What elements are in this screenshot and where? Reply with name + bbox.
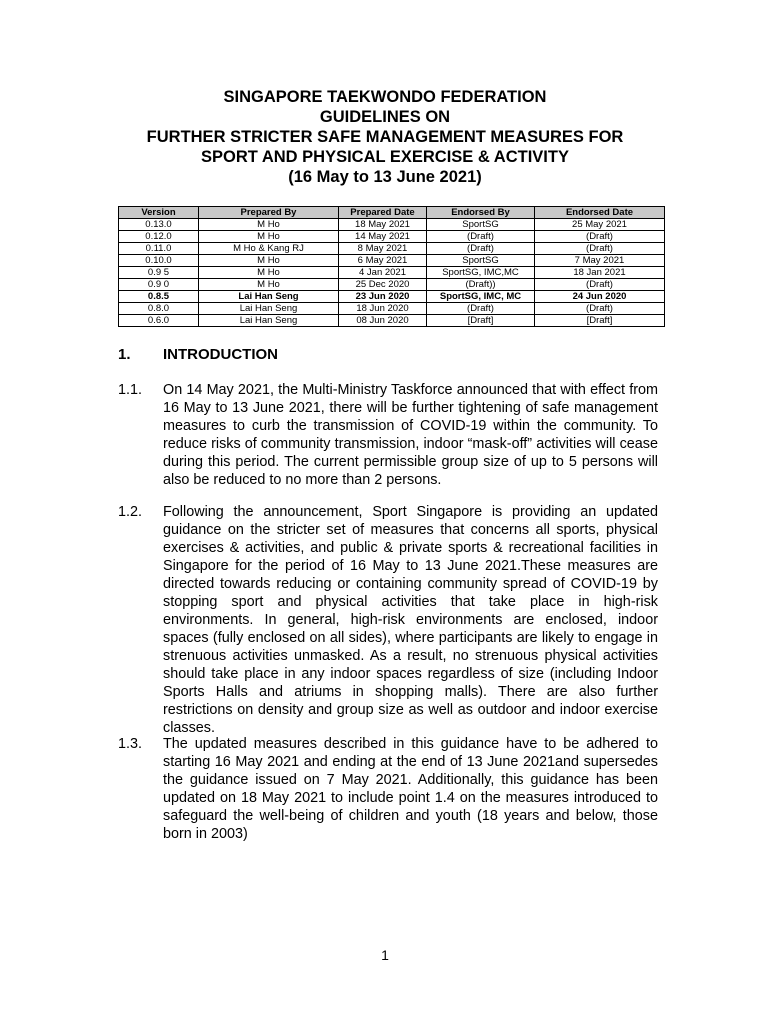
header-endorsed-date: Endorsed Date (535, 207, 665, 219)
title-line-5: (16 May to 13 June 2021) (288, 168, 482, 186)
cell-endorsed-date: 24 Jun 2020 (535, 291, 665, 303)
table-row (119, 243, 665, 255)
table-row (119, 315, 665, 327)
header-version: Version (119, 207, 199, 219)
cell-version: 0.6.0 (119, 315, 199, 327)
cell-endorsed-by: SportSG (427, 255, 535, 267)
paragraph-number: 1.3. (118, 736, 143, 752)
paragraph-text: On 14 May 2021, the Multi-Ministry Taskforce announced that with effect from 16 May to 13 June 2021, there will be further tightening of safe management measures to curb the transmission of COVID-19 within the community. To reduce risks of community transmission, indoor “mask-off” activities will cease during this period. The current permissible group size of up to 5 persons will also be reduced to no more than 2 persons. (163, 382, 658, 488)
cell-prepared-date: 4 Jan 2021 (339, 267, 427, 279)
cell-prepared-date: 6 May 2021 (339, 255, 427, 267)
table-row (119, 303, 665, 315)
cell-prepared-date: 18 Jun 2020 (339, 303, 427, 315)
table-header-row (119, 207, 665, 219)
cell-version: 0.10.0 (119, 255, 199, 267)
cell-prepared-date: 14 May 2021 (339, 231, 427, 243)
title-line-3: FURTHER STRICTER SAFE MANAGEMENT MEASURES FOR (146, 128, 624, 146)
section-title: INTRODUCTION (163, 346, 278, 363)
cell-prepared-date: 18 May 2021 (339, 219, 427, 231)
title-line-4: SPORT AND PHYSICAL EXERCISE & ACTIVITY (201, 148, 569, 166)
cell-prepared-by: M Ho (199, 267, 339, 279)
cell-endorsed-date: (Draft) (535, 303, 665, 315)
cell-version: 0.8.5 (119, 291, 199, 303)
cell-prepared-by: Lai Han Seng (199, 303, 339, 315)
cell-endorsed-by: [Draft] (427, 315, 535, 327)
cell-prepared-by: Lai Han Seng (199, 291, 339, 303)
title-line-2: GUIDELINES ON (319, 108, 451, 126)
section-number: 1. (118, 346, 131, 363)
cell-endorsed-date: 18 Jan 2021 (535, 267, 665, 279)
cell-version: 0.8.0 (119, 303, 199, 315)
table-row (119, 291, 665, 303)
header-prepared-date: Prepared Date (339, 207, 427, 219)
cell-endorsed-by: (Draft)) (427, 279, 535, 291)
table-row (119, 255, 665, 267)
cell-endorsed-date: 25 May 2021 (535, 219, 665, 231)
cell-version: 0.12.0 (119, 231, 199, 243)
cell-prepared-date: 8 May 2021 (339, 243, 427, 255)
paragraph-number: 1.1. (118, 382, 143, 398)
cell-endorsed-by: (Draft) (427, 231, 535, 243)
table-row (119, 231, 665, 243)
cell-prepared-date: 23 Jun 2020 (339, 291, 427, 303)
paragraph-text: Following the announcement, Sport Singapore is providing an updated guidance on the stricter set of measures that concerns all sports, physical exercises & activities, and public & private sports & recreational facilities in Singapore for the period of 16 May to 13 June 2021.These measures are directed towards reducing or containing community spread of COVID-19 by stopping sport and physical activities that take place in high-risk environments. In general, high-risk environments are enclosed, indoor spaces (fully enclosed on all sides), where participants are likely to engage in strenuous activities unmasked. As a result, no strenuous physical activities should take place in any indoor spaces regardless of size (including Indoor Sports Halls and atriums in shopping malls). There are also further restrictions on density and group size as well as outdoor and indoor exercise classes. (163, 504, 658, 736)
cell-endorsed-date: (Draft) (535, 231, 665, 243)
cell-endorsed-by: (Draft) (427, 243, 535, 255)
cell-version: 0.13.0 (119, 219, 199, 231)
cell-version: 0.9 5 (119, 267, 199, 279)
paragraph-text: The updated measures described in this guidance have to be adhered to starting 16 May 2021 and ending at the end of 13 June 2021and supersedes the guidance issued on 7 May 2021. Additionally, this guidance has been updated on 18 May 2021 to include point 1.4 on the measures introduced to safeguard the well-being of children and youth (18 years and below, those born in 2003) (163, 736, 658, 842)
cell-prepared-by: M Ho (199, 231, 339, 243)
cell-prepared-by: Lai Han Seng (199, 315, 339, 327)
cell-endorsed-by: SportSG (427, 219, 535, 231)
cell-version: 0.11.0 (119, 243, 199, 255)
cell-prepared-by: M Ho & Kang RJ (199, 243, 339, 255)
cell-endorsed-date: 7 May 2021 (535, 255, 665, 267)
table-row (119, 219, 665, 231)
cell-endorsed-by: SportSG, IMC,MC (427, 267, 535, 279)
table-row (119, 279, 665, 291)
paragraph-number: 1.2. (118, 504, 143, 520)
version-history-table (118, 206, 665, 327)
page-number: 1 (381, 947, 389, 963)
cell-prepared-date: 08 Jun 2020 (339, 315, 427, 327)
cell-prepared-by: M Ho (199, 255, 339, 267)
cell-prepared-by: M Ho (199, 279, 339, 291)
cell-endorsed-by: (Draft) (427, 303, 535, 315)
document-title (0, 87, 770, 187)
header-prepared-by: Prepared By (199, 207, 339, 219)
cell-prepared-date: 25 Dec 2020 (339, 279, 427, 291)
header-endorsed-by: Endorsed By (427, 207, 535, 219)
cell-endorsed-date: (Draft) (535, 279, 665, 291)
cell-endorsed-date: (Draft) (535, 243, 665, 255)
table-row (119, 267, 665, 279)
cell-prepared-by: M Ho (199, 219, 339, 231)
cell-endorsed-date: [Draft] (535, 315, 665, 327)
title-line-1: SINGAPORE TAEKWONDO FEDERATION (223, 88, 547, 106)
cell-version: 0.9 0 (119, 279, 199, 291)
cell-endorsed-by: SportSG, IMC, MC (427, 291, 535, 303)
